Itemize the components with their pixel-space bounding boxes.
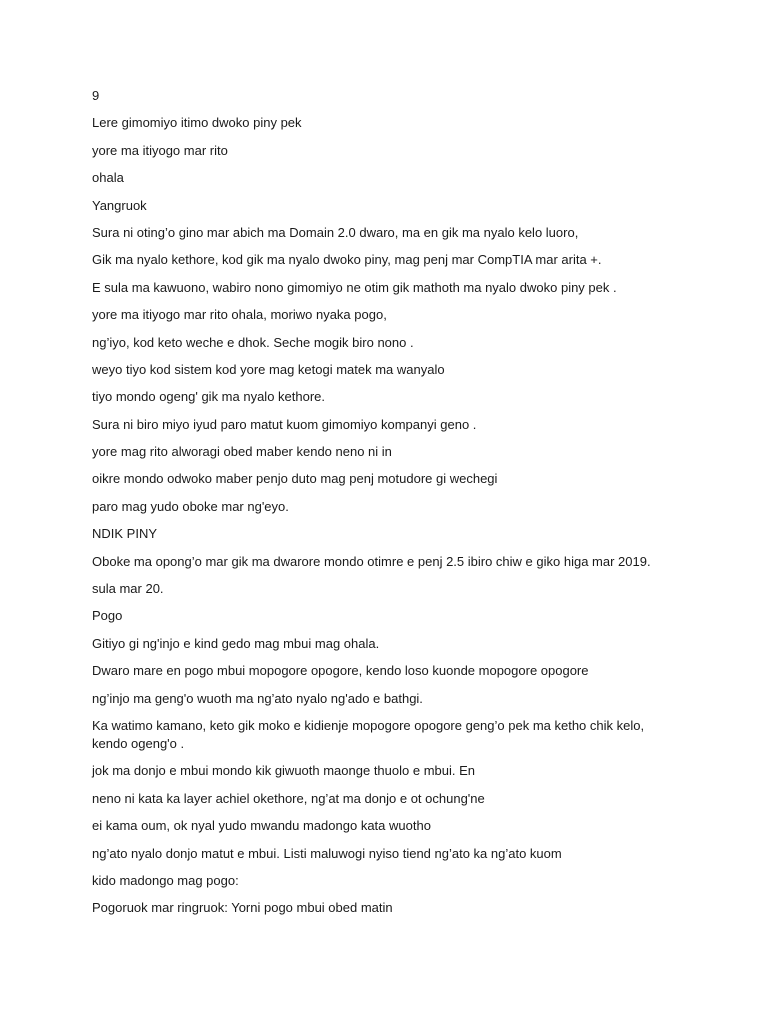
paragraph: oikre mondo odwoko maber penjo duto mag penj motudore gi wechegi — [92, 471, 498, 487]
section-heading: Yangruok — [92, 197, 147, 213]
paragraph: weyo tiyo kod sistem kod yore mag ketogi matek ma wanyalo — [92, 361, 445, 377]
paragraph: tiyo mondo ogeng' gik ma nyalo kethore. — [92, 389, 326, 405]
paragraph: paro mag yudo oboke mar ng'eyo. — [92, 498, 289, 514]
paragraph: ng’injo ma geng'o wuoth ma ng’ato nyalo ng'ado e bathgi. — [92, 690, 423, 706]
paragraph: Pogoruok mar ringruok: Yorni pogo mbui obed matin — [92, 900, 393, 916]
paragraph: Sura ni oting’o gino mar abich ma Domain 2.0 dwaro, ma en gik ma nyalo kelo luoro, — [92, 224, 579, 240]
paragraph: ohala — [92, 170, 124, 186]
paragraph: Sura ni biro miyo iyud paro matut kuom gimomiyo kompanyi geno . — [92, 416, 477, 432]
paragraph: Oboke ma opong’o mar gik ma dwarore mondo otimre e penj 2.5 ibiro chiw e giko higa mar 2019. — [92, 553, 651, 569]
paragraph: sula mar 20. — [92, 581, 164, 597]
document-body — [92, 87, 674, 927]
paragraph: yore ma itiyogo mar rito — [92, 142, 228, 158]
paragraph: Dwaro mare en pogo mbui mopogore opogore, kendo loso kuonde mopogore opogore — [92, 663, 589, 679]
paragraph: ng’iyo, kod keto weche e dhok. Seche mogik biro nono . — [92, 334, 414, 350]
paragraph: yore mag rito alworagi obed maber kendo neno ni in — [92, 444, 392, 460]
paragraph: Gitiyo gi ng'injo e kind gedo mag mbui mag ohala. — [92, 635, 380, 651]
paragraph: ei kama oum, ok nyal yudo mwandu madongo kata wuotho — [92, 818, 431, 834]
paragraph: E sula ma kawuono, wabiro nono gimomiyo ne otim gik mathoth ma nyalo dwoko piny pek . — [92, 279, 617, 295]
paragraph: neno ni kata ka layer achiel okethore, ng’at ma donjo e ot ochung'ne — [92, 790, 485, 806]
paragraph: Ka watimo kamano, keto gik moko e kidienje mopogore opogore geng’o pek ma ketho chik kelo, kendo ogeng'o . — [92, 717, 645, 751]
page-number: 9 — [92, 88, 100, 103]
paragraph: Lere gimomiyo itimo dwoko piny pek — [92, 115, 302, 131]
paragraph: Gik ma nyalo kethore, kod gik ma nyalo dwoko piny, mag penj mar CompTIA mar arita +. — [92, 252, 602, 268]
section-heading: Pogo — [92, 608, 123, 624]
section-heading: NDIK PINY — [92, 526, 158, 542]
paragraph: yore ma itiyogo mar rito ohala, moriwo nyaka pogo, — [92, 307, 387, 323]
paragraph: jok ma donjo e mbui mondo kik giwuoth maonge thuolo e mbui. En — [92, 763, 475, 779]
paragraph: kido madongo mag pogo: — [92, 872, 239, 888]
paragraph: ng’ato nyalo donjo matut e mbui. Listi maluwogi nyiso tiend ng’ato ka ng’ato kuom — [92, 845, 562, 861]
